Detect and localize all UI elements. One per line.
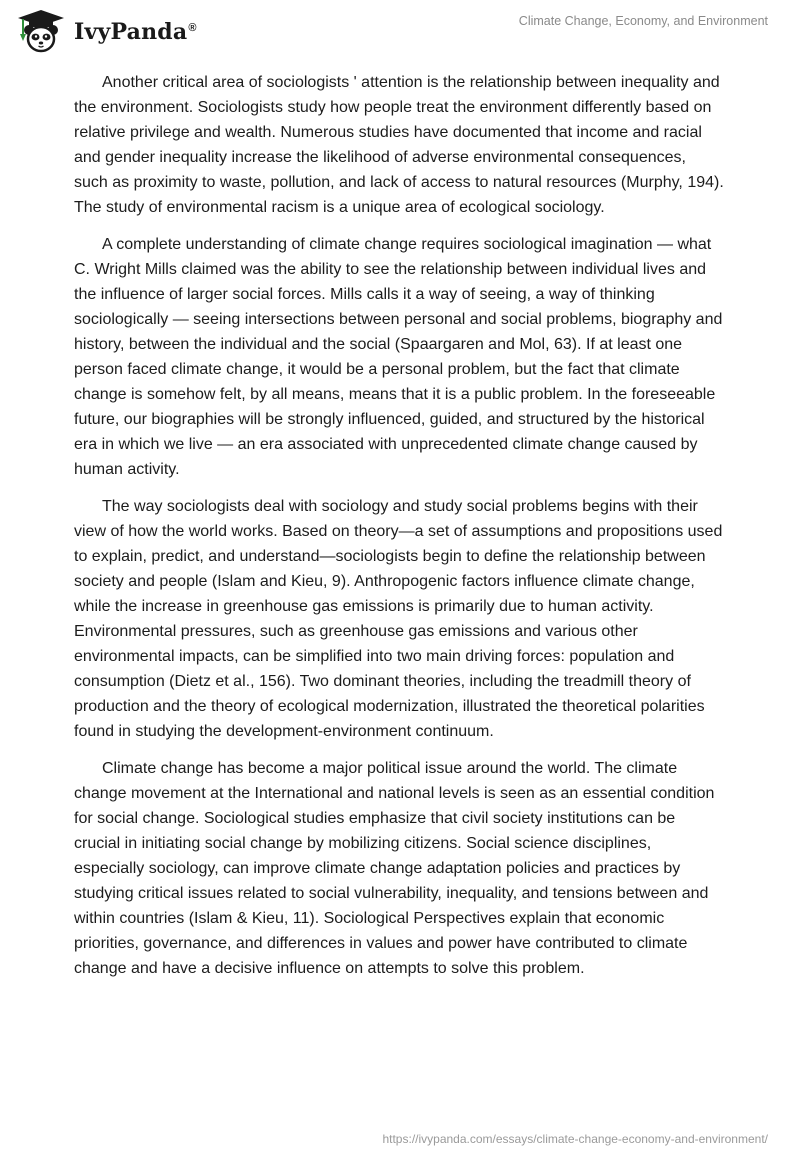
page-header	[0, 0, 800, 64]
source-url[interactable]: https://ivypanda.com/essays/climate-change-economy-and-environment/	[382, 1132, 768, 1146]
document-title: Climate Change, Economy, and Environment	[518, 14, 768, 28]
essay-body	[74, 70, 724, 993]
panda-graduate-icon	[14, 8, 68, 54]
paragraph: Climate change has become a major political issue around the world. The climate change movement at the International and national levels is seen as an essential condition for social change. Sociological studies emphasize that civil society institutions can be crucial in initiating social change by mobilizing citizens. Social science disciplines, especially sociology, can improve climate change adaptation policies and practices by studying critical issues related to social vulnerability, inequality, and tensions between and within countries (Islam & Kieu, 11). Sociological Perspectives explain that economic priorities, governance, and differences in values and power have contributed to climate change and have a decisive influence on attempts to solve this problem.	[74, 760, 715, 977]
registered-mark: ®	[188, 21, 197, 34]
paragraph: A complete understanding of climate change requires sociological imagination — what C. Wright Mills claimed was the ability to see the relationship between individual lives and the influence of larger social forces. Mills calls it a way of seeing, a way of thinking sociologically — seeing intersections between personal and social problems, biography and history, between the individual and the social (Spaargaren and Mol, 63). If at least one person faced climate change, it would be a personal problem, but the fact that climate change is somehow felt, by all means, means that it is a public problem. In the foreseeable future, our biographies will be strongly influenced, guided, and structured by the historical era in which we live — an era associated with unprecedented climate change caused by human activity.	[74, 236, 723, 478]
brand-name: IvyPanda®	[74, 19, 197, 45]
paragraph: The way sociologists deal with sociology and study social problems begins with their view of how the world works. Based on theory—a set of assumptions and propositions used to explain, predict, and understand—sociologists begin to define the relationship between society and people (Islam and Kieu, 9). Anthropogenic factors influence climate change, while the increase in greenhouse gas emissions is primarily due to human activity. Environmental pressures, such as greenhouse gas emissions and various other environmental impacts, can be simplified into two main driving forces: population and consumption (Dietz et al., 156). Two dominant theories, including the treadmill theory of production and the theory of ecological modernization, illustrated the theoretical polarities found in studying the development-environment continuum.	[74, 498, 723, 740]
ivypanda-logo[interactable]	[14, 8, 197, 54]
paragraph: Another critical area of sociologists ' attention is the relationship between inequality and the environment. Sociologists study how people treat the environment differently based on relative privilege and wealth. Numerous studies have documented that income and racial and gender inequality increase the likelihood of adverse environmental consequences, such as proximity to waste, pollution, and lack of access to natural resources (Murphy, 194). The study of environmental racism is a unique area of ecological sociology.	[74, 74, 724, 216]
